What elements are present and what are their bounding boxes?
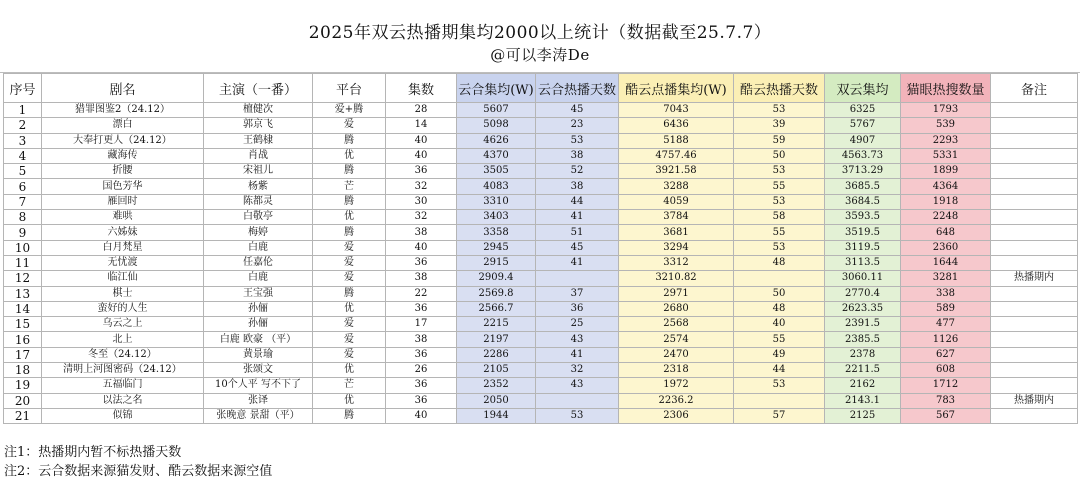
cell-episodes: 17 [386, 317, 457, 332]
cell-episodes: 36 [386, 255, 457, 270]
col-header-yunhe-days: 云合热播天数 [536, 74, 619, 103]
cell-index: 9 [4, 225, 42, 240]
cell-title: 北上 [42, 332, 204, 347]
cell-yunhe-avg: 2105 [457, 363, 536, 378]
col-header-index: 序号 [4, 74, 42, 103]
cell-lead: 白鹿 [204, 240, 313, 255]
cell-kuyun-days: 48 [734, 301, 825, 316]
cell-index: 16 [4, 332, 42, 347]
cell-lead: 孙俪 [204, 317, 313, 332]
cell-index: 12 [4, 271, 42, 286]
table-row [4, 133, 1078, 148]
cell-kuyun-avg: 3921.58 [619, 164, 734, 179]
cell-yunhe-avg: 2945 [457, 240, 536, 255]
cell-kuyun-avg: 1972 [619, 378, 734, 393]
cell-lead: 白敬亭 [204, 210, 313, 225]
cell-maoyan: 1899 [901, 164, 991, 179]
cell-remark [991, 133, 1078, 148]
table-row [4, 118, 1078, 133]
cell-yunhe-avg: 1944 [457, 408, 536, 423]
title-block [0, 8, 1080, 73]
cell-title: 雁回时 [42, 194, 204, 209]
cell-index: 14 [4, 301, 42, 316]
cell-platform: 优 [313, 210, 386, 225]
note-2: 注2：云合数据来源猫发财、酷云数据来源空值 [4, 464, 273, 479]
cell-dual-avg: 4907 [825, 133, 901, 148]
cell-yunhe-days: 25 [536, 317, 619, 332]
cell-index: 10 [4, 240, 42, 255]
cell-yunhe-days: 37 [536, 286, 619, 301]
cell-title: 白月梵星 [42, 240, 204, 255]
cell-platform: 爱 [313, 332, 386, 347]
cell-platform: 腾 [313, 408, 386, 423]
cell-maoyan: 648 [901, 225, 991, 240]
cell-platform: 优 [313, 393, 386, 408]
cell-yunhe-days: 45 [536, 240, 619, 255]
cell-title: 国色芳华 [42, 179, 204, 194]
cell-yunhe-avg: 3310 [457, 194, 536, 209]
cell-yunhe-avg: 4083 [457, 179, 536, 194]
table-row [4, 347, 1078, 362]
cell-episodes: 14 [386, 118, 457, 133]
cell-dual-avg: 3713.29 [825, 164, 901, 179]
col-header-dual-avg: 双云集均 [825, 74, 901, 103]
cell-maoyan: 1644 [901, 255, 991, 270]
cell-episodes: 32 [386, 210, 457, 225]
cell-kuyun-days: 39 [734, 118, 825, 133]
col-header-episodes: 集数 [386, 74, 457, 103]
table-row [4, 255, 1078, 270]
cell-maoyan: 3281 [901, 271, 991, 286]
table-row [4, 378, 1078, 393]
table-row [4, 408, 1078, 423]
cell-kuyun-days [734, 271, 825, 286]
cell-episodes: 40 [386, 240, 457, 255]
cell-title: 漂白 [42, 118, 204, 133]
cell-platform: 腾 [313, 194, 386, 209]
cell-kuyun-days: 53 [734, 378, 825, 393]
cell-lead: 宋祖儿 [204, 164, 313, 179]
cell-title: 大奉打更人（24.12） [42, 133, 204, 148]
cell-index: 19 [4, 378, 42, 393]
cell-lead: 10个人平 写不下了 [204, 378, 313, 393]
cell-index: 6 [4, 179, 42, 194]
cell-yunhe-avg: 2050 [457, 393, 536, 408]
cell-index: 1 [4, 103, 42, 118]
cell-yunhe-days: 52 [536, 164, 619, 179]
cell-platform: 芒 [313, 179, 386, 194]
cell-kuyun-days: 53 [734, 194, 825, 209]
cell-kuyun-days: 59 [734, 133, 825, 148]
cell-title: 似锦 [42, 408, 204, 423]
col-header-lead: 主演（一番） [204, 74, 313, 103]
cell-episodes: 36 [386, 164, 457, 179]
page-title: 2025年双云热播期集均2000以上统计（数据截至25.7.7） [308, 23, 772, 43]
cell-episodes: 40 [386, 133, 457, 148]
cell-episodes: 36 [386, 378, 457, 393]
cell-episodes: 30 [386, 194, 457, 209]
cell-dual-avg: 3119.5 [825, 240, 901, 255]
cell-remark [991, 103, 1078, 118]
cell-kuyun-avg: 2574 [619, 332, 734, 347]
cell-episodes: 28 [386, 103, 457, 118]
cell-maoyan: 783 [901, 393, 991, 408]
cell-kuyun-avg: 2568 [619, 317, 734, 332]
table-row [4, 332, 1078, 347]
cell-kuyun-days: 57 [734, 408, 825, 423]
cell-kuyun-days: 44 [734, 363, 825, 378]
cell-yunhe-avg: 2215 [457, 317, 536, 332]
cell-maoyan: 1918 [901, 194, 991, 209]
cell-lead: 肖战 [204, 148, 313, 163]
notes [4, 443, 272, 481]
cell-dual-avg: 4563.73 [825, 148, 901, 163]
table-row [4, 194, 1078, 209]
cell-remark [991, 301, 1078, 316]
cell-dual-avg: 2385.5 [825, 332, 901, 347]
table-body [4, 103, 1078, 424]
cell-platform: 芒 [313, 378, 386, 393]
table-row [4, 103, 1078, 118]
cell-dual-avg: 3519.5 [825, 225, 901, 240]
cell-kuyun-days: 40 [734, 317, 825, 332]
col-header-platform: 平台 [313, 74, 386, 103]
cell-kuyun-avg: 7043 [619, 103, 734, 118]
cell-yunhe-days: 41 [536, 255, 619, 270]
cell-platform: 腾 [313, 164, 386, 179]
cell-episodes: 40 [386, 148, 457, 163]
cell-remark [991, 255, 1078, 270]
cell-yunhe-days: 44 [536, 194, 619, 209]
cell-dual-avg: 3113.5 [825, 255, 901, 270]
table-row [4, 363, 1078, 378]
cell-kuyun-days: 55 [734, 179, 825, 194]
cell-kuyun-days: 53 [734, 164, 825, 179]
cell-maoyan: 2248 [901, 210, 991, 225]
cell-yunhe-avg: 2197 [457, 332, 536, 347]
table-row [4, 164, 1078, 179]
cell-maoyan: 627 [901, 347, 991, 362]
cell-yunhe-days: 38 [536, 148, 619, 163]
col-header-remark: 备注 [991, 74, 1078, 103]
cell-maoyan: 5331 [901, 148, 991, 163]
cell-lead: 郭京飞 [204, 118, 313, 133]
cell-dual-avg: 5767 [825, 118, 901, 133]
cell-remark [991, 317, 1078, 332]
cell-remark [991, 118, 1078, 133]
cell-dual-avg: 2143.1 [825, 393, 901, 408]
cell-yunhe-days: 38 [536, 179, 619, 194]
cell-index: 11 [4, 255, 42, 270]
cell-yunhe-days: 43 [536, 332, 619, 347]
cell-remark [991, 179, 1078, 194]
cell-platform: 腾 [313, 133, 386, 148]
cell-remark: 热播期内 [991, 271, 1078, 286]
note-1: 注1：热播期内暂不标热播天数 [4, 445, 182, 460]
cell-dual-avg: 2211.5 [825, 363, 901, 378]
cell-episodes: 22 [386, 286, 457, 301]
cell-maoyan: 338 [901, 286, 991, 301]
cell-yunhe-avg: 3358 [457, 225, 536, 240]
cell-maoyan: 539 [901, 118, 991, 133]
cell-platform: 爱 [313, 255, 386, 270]
cell-platform: 腾 [313, 286, 386, 301]
cell-maoyan: 2360 [901, 240, 991, 255]
cell-platform: 腾 [313, 225, 386, 240]
cell-kuyun-avg: 3312 [619, 255, 734, 270]
cell-yunhe-avg: 2566.7 [457, 301, 536, 316]
cell-remark [991, 347, 1078, 362]
cell-kuyun-avg: 3681 [619, 225, 734, 240]
cell-episodes: 38 [386, 225, 457, 240]
cell-remark [991, 332, 1078, 347]
cell-remark [991, 194, 1078, 209]
cell-episodes: 36 [386, 393, 457, 408]
cell-kuyun-days: 50 [734, 148, 825, 163]
cell-yunhe-avg: 4626 [457, 133, 536, 148]
cell-platform: 优 [313, 363, 386, 378]
cell-lead: 王宝强 [204, 286, 313, 301]
cell-lead: 白鹿 欧豪 （平） [204, 332, 313, 347]
table-row [4, 210, 1078, 225]
cell-kuyun-avg: 2971 [619, 286, 734, 301]
cell-title: 五福临门 [42, 378, 204, 393]
cell-dual-avg: 2162 [825, 378, 901, 393]
cell-dual-avg: 3684.5 [825, 194, 901, 209]
cell-platform: 爱 [313, 347, 386, 362]
cell-remark [991, 240, 1078, 255]
cell-index: 15 [4, 317, 42, 332]
cell-kuyun-days: 53 [734, 240, 825, 255]
cell-platform: 爱 [313, 118, 386, 133]
cell-platform: 爱 [313, 317, 386, 332]
col-header-yunhe-avg: 云合集均(W) [457, 74, 536, 103]
cell-yunhe-avg: 2286 [457, 347, 536, 362]
cell-platform: 优 [313, 148, 386, 163]
cell-episodes: 36 [386, 301, 457, 316]
cell-dual-avg: 2378 [825, 347, 901, 362]
cell-maoyan: 1126 [901, 332, 991, 347]
cell-dual-avg: 3593.5 [825, 210, 901, 225]
cell-yunhe-days: 41 [536, 347, 619, 362]
cell-kuyun-days: 49 [734, 347, 825, 362]
cell-kuyun-days: 53 [734, 103, 825, 118]
table-row [4, 225, 1078, 240]
table-row [4, 301, 1078, 316]
cell-lead: 孙俪 [204, 301, 313, 316]
cell-yunhe-days: 32 [536, 363, 619, 378]
cell-episodes: 32 [386, 179, 457, 194]
cell-title: 六姊妹 [42, 225, 204, 240]
cell-kuyun-avg: 3784 [619, 210, 734, 225]
cell-episodes: 40 [386, 408, 457, 423]
cell-yunhe-days: 41 [536, 210, 619, 225]
cell-yunhe-avg: 5098 [457, 118, 536, 133]
cell-title: 蛮好的人生 [42, 301, 204, 316]
cell-kuyun-avg: 3288 [619, 179, 734, 194]
cell-dual-avg: 6325 [825, 103, 901, 118]
cell-dual-avg: 2623.35 [825, 301, 901, 316]
cell-kuyun-days: 55 [734, 332, 825, 347]
cell-kuyun-avg: 2318 [619, 363, 734, 378]
cell-remark [991, 378, 1078, 393]
cell-lead: 王鹤棣 [204, 133, 313, 148]
cell-yunhe-days: 53 [536, 133, 619, 148]
cell-kuyun-avg: 2680 [619, 301, 734, 316]
table-row [4, 286, 1078, 301]
cell-dual-avg: 2125 [825, 408, 901, 423]
cell-dual-avg: 2770.4 [825, 286, 901, 301]
cell-title: 无忧渡 [42, 255, 204, 270]
cell-yunhe-avg: 2909.4 [457, 271, 536, 286]
cell-kuyun-avg: 4757.46 [619, 148, 734, 163]
cell-kuyun-avg: 2236.2 [619, 393, 734, 408]
cell-platform: 爱 [313, 240, 386, 255]
cell-lead: 杨紫 [204, 179, 313, 194]
cell-lead: 黄景瑜 [204, 347, 313, 362]
cell-index: 4 [4, 148, 42, 163]
cell-yunhe-days [536, 393, 619, 408]
cell-remark [991, 164, 1078, 179]
cell-episodes: 38 [386, 271, 457, 286]
cell-platform: 优 [313, 301, 386, 316]
cell-maoyan: 2293 [901, 133, 991, 148]
cell-maoyan: 477 [901, 317, 991, 332]
cell-title: 以法之名 [42, 393, 204, 408]
cell-index: 2 [4, 118, 42, 133]
cell-yunhe-days [536, 271, 619, 286]
cell-remark [991, 210, 1078, 225]
cell-yunhe-days: 51 [536, 225, 619, 240]
table-row [4, 179, 1078, 194]
cell-remark [991, 225, 1078, 240]
col-header-kuyun-avg: 酷云点播集均(W) [619, 74, 734, 103]
cell-yunhe-days: 36 [536, 301, 619, 316]
cell-episodes: 36 [386, 347, 457, 362]
cell-title: 临江仙 [42, 271, 204, 286]
cell-platform: 爱 [313, 271, 386, 286]
cell-lead: 陈都灵 [204, 194, 313, 209]
cell-title: 清明上河图密码（24.12） [42, 363, 204, 378]
cell-title: 乌云之上 [42, 317, 204, 332]
cell-maoyan: 4364 [901, 179, 991, 194]
cell-yunhe-avg: 2915 [457, 255, 536, 270]
table-row [4, 148, 1078, 163]
cell-platform: 爱+腾 [313, 103, 386, 118]
cell-maoyan: 589 [901, 301, 991, 316]
col-header-title: 剧名 [42, 74, 204, 103]
cell-index: 17 [4, 347, 42, 362]
cell-lead: 张晚意 景甜（平） [204, 408, 313, 423]
cell-dual-avg: 2391.5 [825, 317, 901, 332]
cell-kuyun-avg: 2306 [619, 408, 734, 423]
cell-lead: 张译 [204, 393, 313, 408]
cell-episodes: 26 [386, 363, 457, 378]
table-row [4, 271, 1078, 286]
cell-lead: 梅婷 [204, 225, 313, 240]
col-header-maoyan: 猫眼热搜数量 [901, 74, 991, 103]
cell-yunhe-days: 45 [536, 103, 619, 118]
cell-lead: 任嘉伦 [204, 255, 313, 270]
cell-title: 棋士 [42, 286, 204, 301]
cell-yunhe-avg: 4370 [457, 148, 536, 163]
cell-index: 18 [4, 363, 42, 378]
table-row [4, 393, 1078, 408]
cell-remark [991, 286, 1078, 301]
cell-yunhe-avg: 2352 [457, 378, 536, 393]
cell-maoyan: 608 [901, 363, 991, 378]
cell-title: 冬至（24.12） [42, 347, 204, 362]
cell-index: 8 [4, 210, 42, 225]
cell-remark: 热播期内 [991, 393, 1078, 408]
cell-index: 7 [4, 194, 42, 209]
cell-lead: 张颂文 [204, 363, 313, 378]
table-row [4, 240, 1078, 255]
cell-index: 20 [4, 393, 42, 408]
cell-kuyun-avg: 5188 [619, 133, 734, 148]
cell-kuyun-days: 55 [734, 225, 825, 240]
col-header-kuyun-days: 酷云热播天数 [734, 74, 825, 103]
cell-yunhe-days: 23 [536, 118, 619, 133]
cell-title: 藏海传 [42, 148, 204, 163]
cell-maoyan: 567 [901, 408, 991, 423]
cell-yunhe-avg: 3505 [457, 164, 536, 179]
cell-yunhe-avg: 3403 [457, 210, 536, 225]
cell-kuyun-days: 58 [734, 210, 825, 225]
cell-index: 13 [4, 286, 42, 301]
cell-kuyun-avg: 6436 [619, 118, 734, 133]
cell-maoyan: 1712 [901, 378, 991, 393]
cell-yunhe-avg: 2569.8 [457, 286, 536, 301]
cell-lead: 白鹿 [204, 271, 313, 286]
cell-kuyun-days: 50 [734, 286, 825, 301]
cell-lead: 檀健次 [204, 103, 313, 118]
cell-index: 3 [4, 133, 42, 148]
cell-yunhe-days: 43 [536, 378, 619, 393]
cell-kuyun-days [734, 393, 825, 408]
cell-kuyun-avg: 4059 [619, 194, 734, 209]
cell-kuyun-avg: 3294 [619, 240, 734, 255]
cell-kuyun-avg: 3210.82 [619, 271, 734, 286]
cell-remark [991, 408, 1078, 423]
stats-table [3, 73, 1078, 424]
cell-yunhe-avg: 5607 [457, 103, 536, 118]
cell-index: 21 [4, 408, 42, 423]
cell-kuyun-avg: 2470 [619, 347, 734, 362]
header-row [4, 74, 1078, 103]
cell-title: 难哄 [42, 210, 204, 225]
cell-index: 5 [4, 164, 42, 179]
cell-dual-avg: 3685.5 [825, 179, 901, 194]
cell-remark [991, 363, 1078, 378]
cell-yunhe-days: 53 [536, 408, 619, 423]
cell-title: 折腰 [42, 164, 204, 179]
table-row [4, 317, 1078, 332]
author-handle: @可以李涛De [490, 46, 590, 64]
cell-remark [991, 148, 1078, 163]
cell-episodes: 38 [386, 332, 457, 347]
cell-kuyun-days: 48 [734, 255, 825, 270]
cell-title: 猎罪图鉴2（24.12） [42, 103, 204, 118]
cell-dual-avg: 3060.11 [825, 271, 901, 286]
cell-maoyan: 1793 [901, 103, 991, 118]
